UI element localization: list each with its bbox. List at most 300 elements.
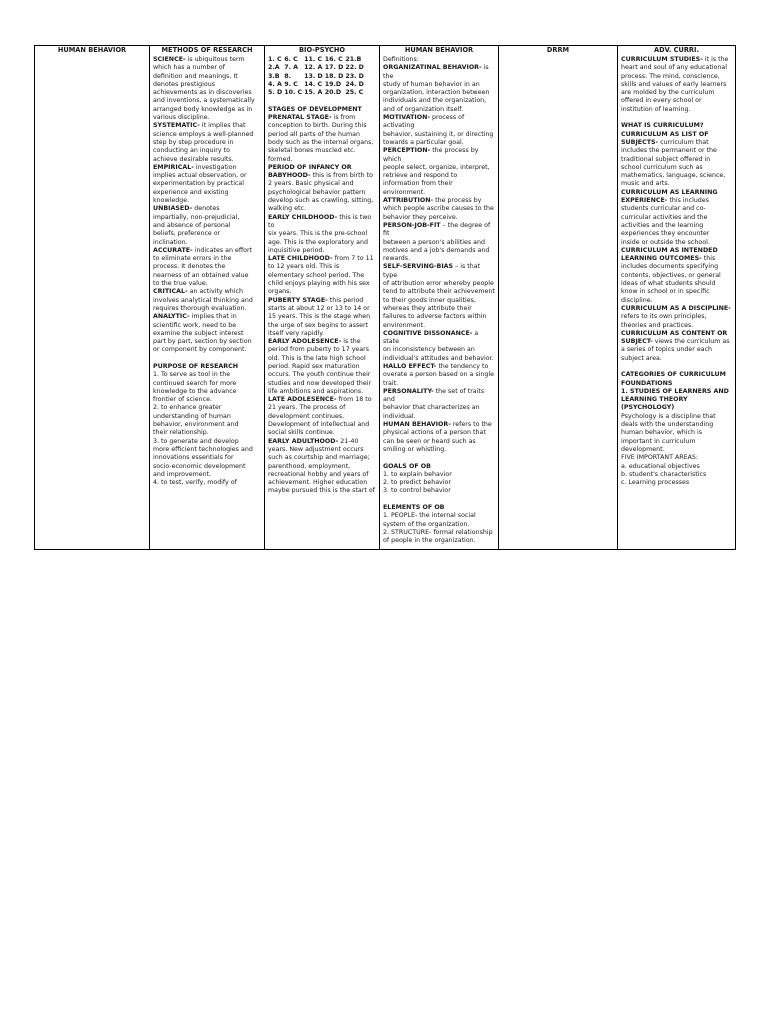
note-text: curriculum that [658, 138, 709, 146]
note-line [153, 180, 261, 188]
note-line [268, 280, 376, 288]
note-text: contents, objectives, or general [621, 271, 721, 279]
note-line [621, 89, 732, 97]
note-line [268, 263, 376, 271]
note-line [153, 338, 261, 346]
note-text: includes the permanent or the [621, 147, 717, 155]
note-text: music and arts. [621, 180, 670, 188]
note-line [383, 355, 495, 363]
note-text: period all parts of the human [268, 130, 360, 138]
note-line [383, 255, 495, 263]
column-header: DRRM [546, 46, 570, 54]
note-line [153, 139, 261, 147]
note-text: of people in the organization. [383, 537, 476, 545]
note-text: this is from birth to [310, 172, 373, 180]
note-line [383, 529, 495, 537]
note-text: 2. to predict behavior [383, 479, 451, 487]
answer-key-cell: 11. C [304, 56, 323, 63]
note-text: body such as the internal organs, [268, 138, 374, 146]
note-term: BABYHOOD- [268, 172, 311, 180]
column-header: METHODS OF RESEARCH [161, 46, 253, 54]
note-line [153, 263, 261, 271]
note-line [621, 463, 732, 471]
note-line [621, 363, 732, 371]
note-text: behavior, environment and [153, 421, 239, 429]
answer-key-cell: 18. D [324, 72, 344, 80]
answer-key-cell: 3.B [268, 72, 280, 80]
answer-key-cell: 1. C [268, 56, 282, 63]
note-text: experiences they encounter [621, 230, 710, 238]
note-text: or component by component. [153, 346, 247, 354]
note-line [153, 56, 261, 64]
note-text: starts at about 12 or 13 to 14 or [268, 304, 370, 312]
note-line [621, 330, 732, 338]
note-term: COGNITIVE DISSONANCE- [383, 329, 473, 337]
note-line [153, 305, 261, 313]
note-term: CURRICULUM STUDIES- [621, 56, 703, 63]
note-term: EARLY ADULTHOOD- [268, 437, 339, 445]
note-text: life ambitions and aspirations. [268, 387, 364, 395]
answer-key-cell: 24. D [345, 80, 364, 88]
note-text: – is that type [383, 263, 481, 279]
note-line [383, 537, 495, 545]
note-text: years. New adjustment occurs [268, 445, 364, 453]
note-line [621, 122, 732, 130]
note-text: overate a person based on a single [383, 371, 495, 379]
note-term: EXPERIENCE- [621, 197, 668, 205]
note-line [153, 371, 261, 379]
note-line [153, 81, 261, 89]
note-text: behavior that characterizes an [383, 404, 480, 412]
note-line [153, 297, 261, 305]
note-line [268, 355, 376, 363]
note-line [268, 180, 376, 188]
note-text: nearness of an obtained value [153, 271, 249, 279]
note-line [268, 288, 376, 296]
note-line [383, 263, 495, 280]
note-line [153, 239, 261, 247]
note-text: to their goods inner qualities, [383, 296, 476, 304]
note-text: offered in every school or [621, 97, 702, 105]
note-line [621, 189, 732, 197]
note-text: period from puberty to 17 years [268, 346, 370, 354]
note-term: 1. STUDIES OF LEARNERS AND [621, 387, 729, 395]
note-term: (PSYCHOLOGY) [621, 404, 675, 412]
note-text: inside or outside the school. [621, 238, 710, 246]
note-text: traditional subject offered in [621, 155, 711, 163]
note-term: PURPOSE OF RESEARCH [153, 362, 239, 370]
note-text: occurs. The youth continue their [268, 371, 371, 379]
note-text: their relationship. [153, 429, 209, 437]
note-line [153, 189, 261, 197]
note-line [383, 313, 495, 321]
column-header: HUMAN BEHAVIOR [57, 46, 127, 54]
note-text: the process by which [383, 147, 479, 163]
answer-key-cell: 12. A [304, 64, 323, 72]
note-line [621, 413, 732, 421]
note-line [621, 355, 732, 363]
note-line [621, 280, 732, 288]
note-text: is the [383, 64, 489, 80]
note-line [268, 404, 376, 412]
note-term: SUBJECT- [621, 338, 653, 346]
note-text: inquisitive period. [268, 246, 325, 254]
note-text: FIVE IMPORTANT AREAS: [621, 454, 699, 462]
note-line [621, 346, 732, 354]
notes-table [34, 45, 736, 550]
note-line [268, 147, 376, 155]
note-term: CATEGORIES OF CURRICULUM [621, 371, 726, 379]
note-text: 1. To serve as tool in the [153, 371, 231, 379]
note-line [383, 247, 495, 255]
note-line [383, 388, 495, 405]
column-body [380, 55, 498, 546]
note-line [621, 73, 732, 81]
note-line [153, 205, 261, 213]
note-line [621, 247, 732, 255]
note-line [153, 330, 261, 338]
note-text: process of activating [383, 114, 465, 130]
note-line [268, 247, 376, 255]
note-term: PRENATAL STAGE- [268, 114, 332, 122]
note-line [268, 429, 376, 437]
note-line [383, 487, 495, 495]
note-line [268, 438, 376, 446]
note-line [383, 404, 495, 412]
note-line [383, 280, 495, 288]
note-line [268, 172, 376, 180]
note-line [621, 404, 732, 412]
note-line [621, 371, 732, 379]
note-text: 15 years. This is the stage when [268, 313, 371, 321]
note-line [621, 139, 732, 147]
note-text: innovations essentials for [153, 454, 234, 462]
note-line [621, 230, 732, 238]
note-term: CURRICULUM AS CONTENT OR [621, 329, 728, 337]
note-text: this includes [667, 197, 709, 205]
column-human-behavior-2 [380, 46, 499, 549]
note-line [153, 463, 261, 471]
note-text: this period [327, 296, 364, 304]
note-text: achievement. Higher education [268, 479, 368, 487]
note-text: the tendency to [436, 362, 489, 370]
note-line [383, 239, 495, 247]
answer-key-cell: 14. C [304, 80, 323, 88]
note-line [153, 479, 261, 487]
note-text: and improvement. [153, 470, 212, 478]
note-term: CURRICULUM AS A DISCIPLINE- [621, 304, 731, 312]
note-text: child enjoys playing with his sex [268, 280, 370, 288]
note-text: is ubiquitous term [185, 56, 245, 63]
note-term: EMPIRICAL- [153, 163, 194, 171]
note-text: it is the [702, 56, 729, 63]
note-text: from 7 to 11 [332, 255, 374, 263]
note-line [383, 371, 495, 379]
note-line [383, 189, 495, 197]
note-term: LEARNING OUTCOMES- [621, 255, 702, 263]
note-text: between a person's abilities and [383, 238, 486, 246]
note-text: study of human behavior in an [383, 80, 480, 88]
note-text: and inventions, a systematically [153, 97, 255, 105]
note-text: scientific work, need to be [153, 321, 237, 329]
note-line [621, 56, 732, 64]
note-line [153, 247, 261, 255]
note-line [383, 429, 495, 437]
answer-key-cell: 8. [284, 72, 291, 80]
note-line [268, 114, 376, 122]
note-line [268, 164, 376, 172]
note-line [153, 429, 261, 437]
note-line [383, 106, 495, 114]
note-text: formed. [268, 155, 293, 163]
note-term: PERSON-JOB-FIT [383, 221, 441, 229]
note-text: parenthood, employment, [268, 462, 351, 470]
answer-key [268, 56, 366, 97]
note-text: organization, interaction between [383, 89, 490, 97]
note-text: definition and meanings. It [153, 72, 238, 80]
answer-key-cell: 15. A [304, 89, 323, 97]
note-text: science employs a well-planned [153, 130, 254, 138]
note-text: activities and the learning [621, 221, 704, 229]
note-text: requires thorough evaluation. [153, 304, 247, 312]
note-text: individual. [383, 412, 416, 420]
note-line [383, 288, 495, 296]
column-body [499, 55, 617, 56]
note-line [153, 280, 261, 288]
answer-key-cell: 2.A [268, 64, 280, 72]
note-line [153, 454, 261, 462]
note-term: ACCURATE- [153, 246, 193, 254]
note-term: ORGANIZATINAL BEHAVIOR- [383, 64, 482, 72]
note-line [383, 471, 495, 479]
note-term: SELF-SERVING-BIAS [383, 263, 454, 271]
note-line [268, 396, 376, 404]
note-text: which people ascribe causes to the [383, 205, 494, 213]
note-line [621, 305, 732, 313]
note-line [621, 313, 732, 321]
note-line [268, 122, 376, 130]
note-line [621, 147, 732, 155]
note-line [383, 463, 495, 471]
note-text: process. It denotes the [153, 263, 226, 271]
note-line [268, 131, 376, 139]
note-line [153, 396, 261, 404]
note-line [383, 504, 495, 512]
note-text: studies and now developed their [268, 379, 372, 387]
note-line [153, 164, 261, 172]
note-line [153, 413, 261, 421]
note-line [153, 388, 261, 396]
note-line [153, 471, 261, 479]
note-text: 2. to enhance greater [153, 404, 222, 412]
note-line [268, 230, 376, 238]
note-line [268, 313, 376, 321]
note-text: denotes [192, 205, 220, 213]
note-line [268, 197, 376, 205]
note-text: important in curriculum [621, 437, 696, 445]
note-line [621, 205, 732, 213]
note-text: knowledge. [153, 197, 190, 205]
note-term: LEARNING THEORY [621, 396, 688, 404]
note-text: inclination. [153, 238, 188, 246]
note-text: 2. STRUCTURE- formal relationship [383, 528, 493, 536]
note-text: refers to the [450, 421, 492, 429]
note-line [268, 297, 376, 305]
note-line [153, 272, 261, 280]
note-line [153, 322, 261, 330]
note-line [153, 97, 261, 105]
note-line [268, 446, 376, 454]
note-line [621, 479, 732, 487]
note-text: an activity which [187, 288, 243, 296]
note-text: process. The mind, conscience, [621, 72, 720, 80]
note-line [383, 172, 495, 180]
note-line [383, 56, 495, 64]
note-text: socio-economic development [153, 462, 246, 470]
note-line [268, 97, 376, 105]
note-text: which has a number of [153, 64, 225, 72]
note-line [268, 255, 376, 263]
note-line [621, 97, 732, 105]
note-line [153, 64, 261, 72]
note-text: investigation [193, 163, 237, 171]
note-text: age. This is the exploratory and [268, 238, 368, 246]
note-term: PERSONALITY- [383, 387, 434, 395]
note-text: and absence of personal [153, 221, 231, 229]
note-term: PERCEPTION- [383, 147, 431, 155]
answer-key-cell: 6. C [284, 56, 298, 63]
note-line [268, 487, 376, 495]
note-line [621, 322, 732, 330]
note-line [383, 479, 495, 487]
note-line [383, 205, 495, 213]
note-text: various discipline. [153, 114, 210, 122]
note-term: CURRICULUM AS LIST OF [621, 130, 709, 138]
note-line [621, 172, 732, 180]
note-term: ELEMENTS OF OB [383, 504, 445, 512]
note-text: system of the organization. [383, 520, 470, 528]
note-text: individuals and the organization, [383, 97, 487, 105]
note-line [153, 230, 261, 238]
column-header: HUMAN BEHAVIOR [404, 46, 474, 54]
note-text: environment. [383, 321, 426, 329]
note-line [153, 131, 261, 139]
note-line [153, 172, 261, 180]
note-text: arranged body knowledge as in [153, 105, 253, 113]
note-text: motives and a job's demands and [383, 246, 490, 254]
note-line [621, 214, 732, 222]
note-text: is the [341, 338, 361, 346]
note-text: 21-40 [338, 437, 359, 445]
note-line [153, 156, 261, 164]
note-term: WHAT IS CURRICULUM? [621, 122, 704, 130]
note-term: STAGES OF DEVELOPMENT [268, 105, 362, 113]
note-text: students curricular and co- [621, 205, 706, 213]
note-line [621, 288, 732, 296]
note-line [383, 512, 495, 520]
note-text: retrieve and respond to [383, 172, 458, 180]
note-text: subject area. [621, 354, 662, 362]
note-line [621, 471, 732, 479]
note-line [621, 106, 732, 114]
note-line [621, 180, 732, 188]
note-text: curricular activities and the [621, 213, 708, 221]
note-text: social skills continue. [268, 429, 335, 437]
note-text: Development of intellectual and [268, 421, 370, 429]
note-line [268, 239, 376, 247]
note-text: can be seen or heard such as [383, 437, 476, 445]
column-human-behavior-1 [35, 46, 150, 549]
note-text: trait. [383, 379, 399, 387]
note-text: theories and practices. [621, 321, 694, 329]
note-text: mathematics, language, science, [621, 172, 726, 180]
note-line [621, 255, 732, 263]
note-line [153, 197, 261, 205]
answer-key-cell: 23. D [345, 72, 364, 80]
note-text: to the true value. [153, 280, 208, 288]
note-text: development continues. [268, 412, 345, 420]
note-line [383, 64, 495, 81]
note-text: school curriculum such as [621, 163, 703, 171]
answer-key-row [268, 81, 366, 89]
note-text: individual's attitudes and behavior. [383, 354, 494, 362]
note-term: LATE ADOLESENCE- [268, 396, 337, 404]
note-text: involves analytical thinking and [153, 296, 253, 304]
note-text: towards a particular goal. [383, 138, 464, 146]
note-line [153, 106, 261, 114]
note-line [268, 205, 376, 213]
answer-key-cell: 21.B [345, 56, 362, 63]
note-text: discipline. [621, 296, 653, 304]
note-line [268, 471, 376, 479]
note-text: behavior they perceive. [383, 213, 458, 221]
note-text: a. educational objectives [621, 462, 700, 470]
note-text: such as courtship and marriage; [268, 454, 370, 462]
note-text: six years. This is the pre-school [268, 230, 368, 238]
note-line [268, 463, 376, 471]
note-line [621, 380, 732, 388]
note-text: development. [621, 445, 665, 453]
note-text: failures to adverse factors within [383, 313, 487, 321]
note-text: this is two to [268, 213, 372, 229]
note-text: information from their [383, 180, 453, 188]
note-text: understanding of human [153, 412, 231, 420]
note-term: FOUNDATIONS [621, 379, 673, 387]
note-text: beliefs, preference or [153, 230, 221, 238]
note-line [383, 147, 495, 164]
note-text: this [701, 255, 716, 263]
note-term: EARLY ADOLESENCE- [268, 338, 342, 346]
note-text: 1. PEOPLE- the internal social [383, 512, 476, 520]
note-text: step by step procedure in [153, 138, 234, 146]
note-line [383, 413, 495, 421]
note-text: implies actual observation, or [153, 172, 247, 180]
note-term: EARLY CHILDHOOD- [268, 213, 338, 221]
note-line [153, 147, 261, 155]
note-line [153, 222, 261, 230]
note-text: period. Rapid sex maturation [268, 362, 360, 370]
note-line [268, 156, 376, 164]
note-text: of attribution error whereby people [383, 280, 494, 288]
note-text: a series of topics under each [621, 346, 713, 354]
note-text: recreational hobby and years of [268, 470, 369, 478]
column-bio-psycho [265, 46, 380, 549]
note-text: implies that in [189, 313, 237, 321]
note-line [621, 64, 732, 72]
note-text: deals with the understanding [621, 421, 714, 429]
note-text: heart and soul of any educational [621, 64, 728, 72]
note-text: b. student's characteristics [621, 470, 707, 478]
